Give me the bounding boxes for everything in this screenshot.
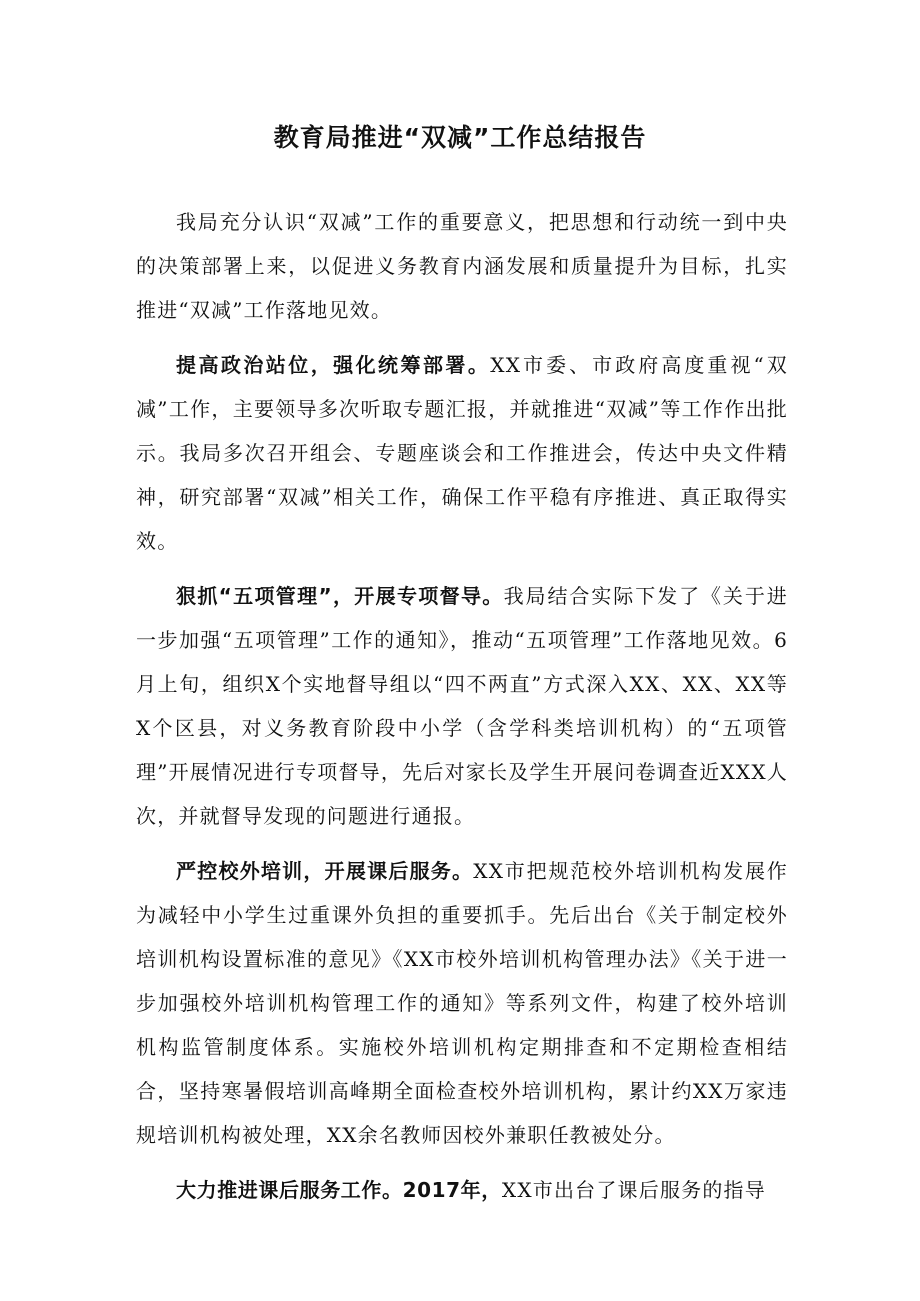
paragraph-text: 我局充分认识“双减”工作的重要意义，把思想和行动统一到中央的决策部署上来，以促进义务教育内涵发展和质量提升为目标，扎实推进“双减”工作落地见效。: [136, 210, 788, 322]
paragraph-text: 我局结合实际下发了《关于进一步加强“五项管理”工作的通知》，推动“五项管理”工作落地见效。6月上旬，组织X个实地督导组以“四不两直”方式深入XX、XX、XX等X个区县，对义务教育阶段中小学（含学科类培训机构）的“五项管理”开展情况进行专项督导，先后对家长及学生开展问卷调查近XXX人次，并就督导发现的问题进行通报。: [136, 584, 788, 828]
paragraph-heading: 狠抓“五项管理”，开展专项督导。: [176, 584, 504, 608]
document-title: 教育局推进“双减”工作总结报告: [273, 123, 647, 152]
paragraph-after-school-service: [136, 1168, 788, 1212]
paragraph-text: XX市委、市政府高度重视“双减”工作，主要领导多次听取专题汇报，并就推进“双减”等工作作出批示。我局多次召开组会、专题座谈会和工作推进会，传达中央文件精神，研究部署“双减”相关工作，确保工作平稳有序推进、真正取得实效。: [136, 353, 788, 553]
document-body: [136, 200, 788, 1223]
paragraph-heading: 严控校外培训，开展课后服务。: [176, 859, 474, 883]
paragraph-political-stance: [136, 343, 788, 563]
paragraph-text: XX市把规范校外培训机构发展作为减轻中小学生过重课外负担的重要抓手。先后出台《关于制定校外培训机构设置标准的意见》《XX市校外培训机构管理办法》《关于进一步加强校外培训机构管理工作的通知》等系列文件，构建了校外培训机构监管制度体系。实施校外培训机构定期排查和不定期检查相结合，坚持寒暑假培训高峰期全面检查校外培训机构，累计约XX万家违规培训机构被处理，XX余名教师因校外兼职任教被处分。: [136, 859, 788, 1147]
paragraph-heading: 大力推进课后服务工作。2017年，: [176, 1178, 502, 1202]
paragraph-intro: [136, 200, 788, 332]
paragraph-text: XX市出台了课后服务的指导: [501, 1178, 766, 1202]
paragraph-five-managements: [136, 574, 788, 838]
paragraph-heading: 提高政治站位，强化统筹部署。: [176, 353, 491, 377]
paragraph-off-campus-training: [136, 849, 788, 1157]
